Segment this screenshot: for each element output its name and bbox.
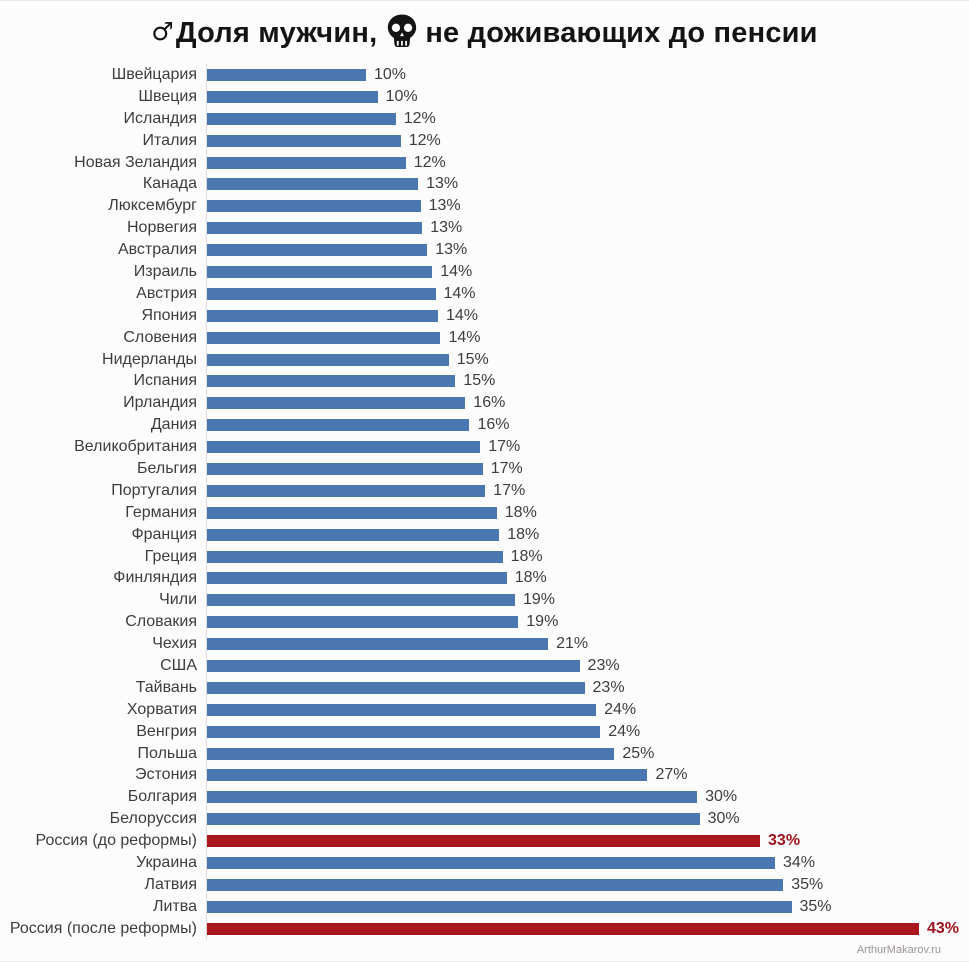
plot-area (206, 86, 969, 108)
plot-area (206, 64, 969, 86)
category-label: Норвегия (126, 219, 197, 237)
category-label: Дания (150, 416, 197, 434)
bar (207, 113, 396, 125)
bar (207, 879, 783, 891)
value-label: 14% (440, 262, 473, 280)
value-label: 33% (768, 832, 801, 850)
bar (207, 463, 483, 475)
chart-row (0, 721, 969, 743)
category-label: Болгария (127, 788, 197, 806)
category-label: Финляндия (113, 569, 197, 587)
category-label: Австрия (136, 284, 197, 302)
value-label: 27% (655, 766, 688, 784)
bar (207, 200, 421, 212)
bar (207, 901, 792, 913)
bar (207, 135, 401, 147)
bar (207, 857, 775, 869)
bar (207, 157, 406, 169)
bar (207, 485, 485, 497)
value-label: 17% (493, 481, 526, 499)
bar (207, 222, 422, 234)
chart-row (0, 808, 969, 830)
category-label: Швейцария (111, 65, 197, 83)
category-label: Россия (до реформы) (35, 832, 197, 850)
plot-area (206, 567, 969, 589)
bar (207, 310, 438, 322)
value-label: 13% (428, 197, 461, 215)
bar (207, 616, 518, 628)
category-label: Белоруссия (109, 810, 197, 828)
value-label: 18% (507, 525, 540, 543)
chart-row (0, 261, 969, 283)
plot-area (206, 808, 969, 830)
chart-row (0, 874, 969, 896)
chart-row (0, 765, 969, 787)
bar (207, 769, 647, 781)
plot-area (206, 480, 969, 502)
category-label: Нидерланды (102, 350, 197, 368)
plot-area (206, 896, 969, 918)
bar (207, 529, 499, 541)
plot-area (206, 611, 969, 633)
chart-row (0, 283, 969, 305)
plot-area (206, 239, 969, 261)
value-label: 24% (608, 722, 641, 740)
chart-row (0, 152, 969, 174)
chart-row (0, 458, 969, 480)
category-label: США (160, 656, 197, 674)
value-label: 13% (426, 175, 459, 193)
bar (207, 69, 366, 81)
title-text-left: Доля мужчин, (175, 17, 378, 49)
chart-row (0, 677, 969, 699)
plot-area (206, 918, 969, 940)
value-label: 16% (477, 416, 510, 434)
category-label: Новая Зеландия (74, 153, 197, 171)
value-label: 18% (510, 547, 543, 565)
category-label: Бельгия (137, 459, 197, 477)
chart-row (0, 786, 969, 808)
category-label: Франция (131, 525, 197, 543)
value-label: 17% (490, 459, 523, 477)
category-label: Португалия (111, 481, 197, 499)
value-label: 12% (408, 131, 441, 149)
plot-area (206, 173, 969, 195)
chart-row (0, 436, 969, 458)
chart-row (0, 217, 969, 239)
bar (207, 397, 465, 409)
category-label: Испания (133, 372, 197, 390)
plot-area (206, 633, 969, 655)
bar (207, 638, 548, 650)
value-label: 14% (443, 284, 476, 302)
bar (207, 726, 600, 738)
plot-area (206, 414, 969, 436)
bar (207, 791, 697, 803)
plot-area (206, 217, 969, 239)
plot-area (206, 305, 969, 327)
category-label: Исландия (123, 109, 197, 127)
value-label: 21% (556, 635, 589, 653)
bar (207, 266, 432, 278)
plot-area (206, 436, 969, 458)
category-label: Хорватия (126, 700, 197, 718)
bar (207, 332, 440, 344)
chart-row (0, 327, 969, 349)
category-label: Чили (159, 591, 197, 609)
category-label: Германия (125, 503, 197, 521)
plot-area (206, 655, 969, 677)
value-label: 12% (413, 153, 446, 171)
title-text-right: не доживающих до пенсии (425, 17, 818, 49)
plot-area (206, 743, 969, 765)
bar-highlighted (207, 923, 919, 935)
chart-row (0, 86, 969, 108)
chart-row (0, 524, 969, 546)
chart-row (0, 830, 969, 852)
plot-area (206, 130, 969, 152)
category-label: Эстония (135, 766, 197, 784)
bar (207, 572, 507, 584)
value-label: 10% (373, 65, 406, 83)
bar (207, 813, 700, 825)
male-sign-icon: ♂ (151, 17, 174, 46)
chart-row (0, 567, 969, 589)
category-label: Венгрия (136, 722, 197, 740)
value-label: 14% (448, 328, 481, 346)
bar (207, 507, 497, 519)
bar (207, 441, 480, 453)
chart-row (0, 589, 969, 611)
chart-row (0, 480, 969, 502)
value-label: 35% (791, 875, 824, 893)
value-label: 13% (435, 241, 468, 259)
chart-row (0, 130, 969, 152)
value-label: 19% (522, 591, 555, 609)
plot-area (206, 327, 969, 349)
plot-area (206, 349, 969, 371)
plot-area (206, 108, 969, 130)
category-label: Швеция (138, 87, 197, 105)
plot-area (206, 524, 969, 546)
value-label: 17% (488, 438, 521, 456)
plot-area (206, 392, 969, 414)
bar-chart-rows (0, 64, 969, 940)
category-label: Украина (136, 854, 197, 871)
bar (207, 682, 585, 694)
category-label: Великобритания (74, 438, 197, 456)
value-label: 24% (604, 700, 637, 718)
plot-area (206, 677, 969, 699)
plot-area (206, 283, 969, 305)
plot-area (206, 195, 969, 217)
plot-area (206, 786, 969, 808)
bar (207, 660, 580, 672)
bar-highlighted (207, 835, 760, 847)
skull-icon (385, 13, 419, 49)
category-label: Греция (144, 547, 197, 565)
chart-row (0, 414, 969, 436)
bar (207, 354, 449, 366)
watermark: ArthurMakarov.ru (856, 944, 941, 956)
bar (207, 244, 427, 256)
chart-row (0, 392, 969, 414)
category-label: Италия (142, 131, 197, 149)
category-label: Литва (153, 897, 197, 915)
chart-row (0, 918, 969, 940)
category-label: Австралия (117, 241, 197, 259)
plot-area (206, 152, 969, 174)
value-label: 23% (587, 656, 620, 674)
value-label: 16% (473, 394, 506, 412)
bar (207, 91, 378, 103)
plot-area (206, 546, 969, 568)
category-label: Канада (142, 175, 197, 193)
chart-row (0, 852, 969, 874)
plot-area (206, 458, 969, 480)
plot-area (206, 699, 969, 721)
chart-row (0, 173, 969, 195)
value-label: 23% (592, 678, 625, 696)
category-label: Словения (123, 328, 197, 346)
chart-row (0, 896, 969, 918)
plot-area (206, 589, 969, 611)
plot-area (206, 830, 969, 852)
chart-row (0, 699, 969, 721)
bar (207, 178, 418, 190)
value-label: 12% (403, 109, 436, 127)
chart-row (0, 349, 969, 371)
value-label: 15% (456, 350, 489, 368)
bar (207, 594, 515, 606)
category-label: Япония (141, 306, 197, 324)
value-label: 35% (799, 897, 832, 915)
bar (207, 375, 455, 387)
chart-row (0, 546, 969, 568)
value-label: 10% (385, 87, 418, 105)
value-label: 19% (526, 613, 559, 631)
category-label: Израиль (133, 262, 197, 280)
chart-row (0, 502, 969, 524)
bar (207, 704, 596, 716)
value-label: 14% (445, 306, 479, 324)
plot-area (206, 261, 969, 283)
value-label: 13% (430, 219, 463, 237)
value-label: 15% (463, 372, 496, 390)
chart-row (0, 611, 969, 633)
plot-area (206, 721, 969, 743)
category-label: Словакия (125, 613, 197, 631)
category-label: Польша (137, 744, 197, 762)
value-label: 30% (705, 788, 738, 806)
category-label: Люксембург (108, 197, 197, 215)
chart-row (0, 239, 969, 261)
chart-row (0, 743, 969, 765)
bar (207, 419, 469, 431)
bar (207, 288, 436, 300)
plot-area (206, 502, 969, 524)
plot-area (206, 370, 969, 392)
value-label: 25% (622, 744, 655, 762)
category-label: Ирландия (123, 394, 197, 412)
chart-row (0, 655, 969, 677)
category-label: Латвия (144, 875, 197, 893)
plot-area (206, 874, 969, 896)
value-label: 30% (707, 810, 740, 828)
chart-row (0, 370, 969, 392)
chart-row (0, 195, 969, 217)
bar (207, 551, 503, 563)
value-label: 43% (927, 919, 960, 937)
value-label: 18% (514, 569, 547, 587)
chart-title (0, 13, 969, 59)
chart-row (0, 633, 969, 655)
plot-area (206, 852, 969, 874)
value-label: 34% (782, 854, 815, 871)
chart-row (0, 305, 969, 327)
bar (207, 748, 614, 760)
plot-area (206, 765, 969, 787)
chart-row (0, 64, 969, 86)
chart-row (0, 108, 969, 130)
value-label: 18% (504, 503, 537, 521)
category-label: Чехия (152, 635, 197, 653)
category-label: Тайвань (135, 678, 197, 696)
category-label: Россия (после реформы) (9, 919, 197, 937)
